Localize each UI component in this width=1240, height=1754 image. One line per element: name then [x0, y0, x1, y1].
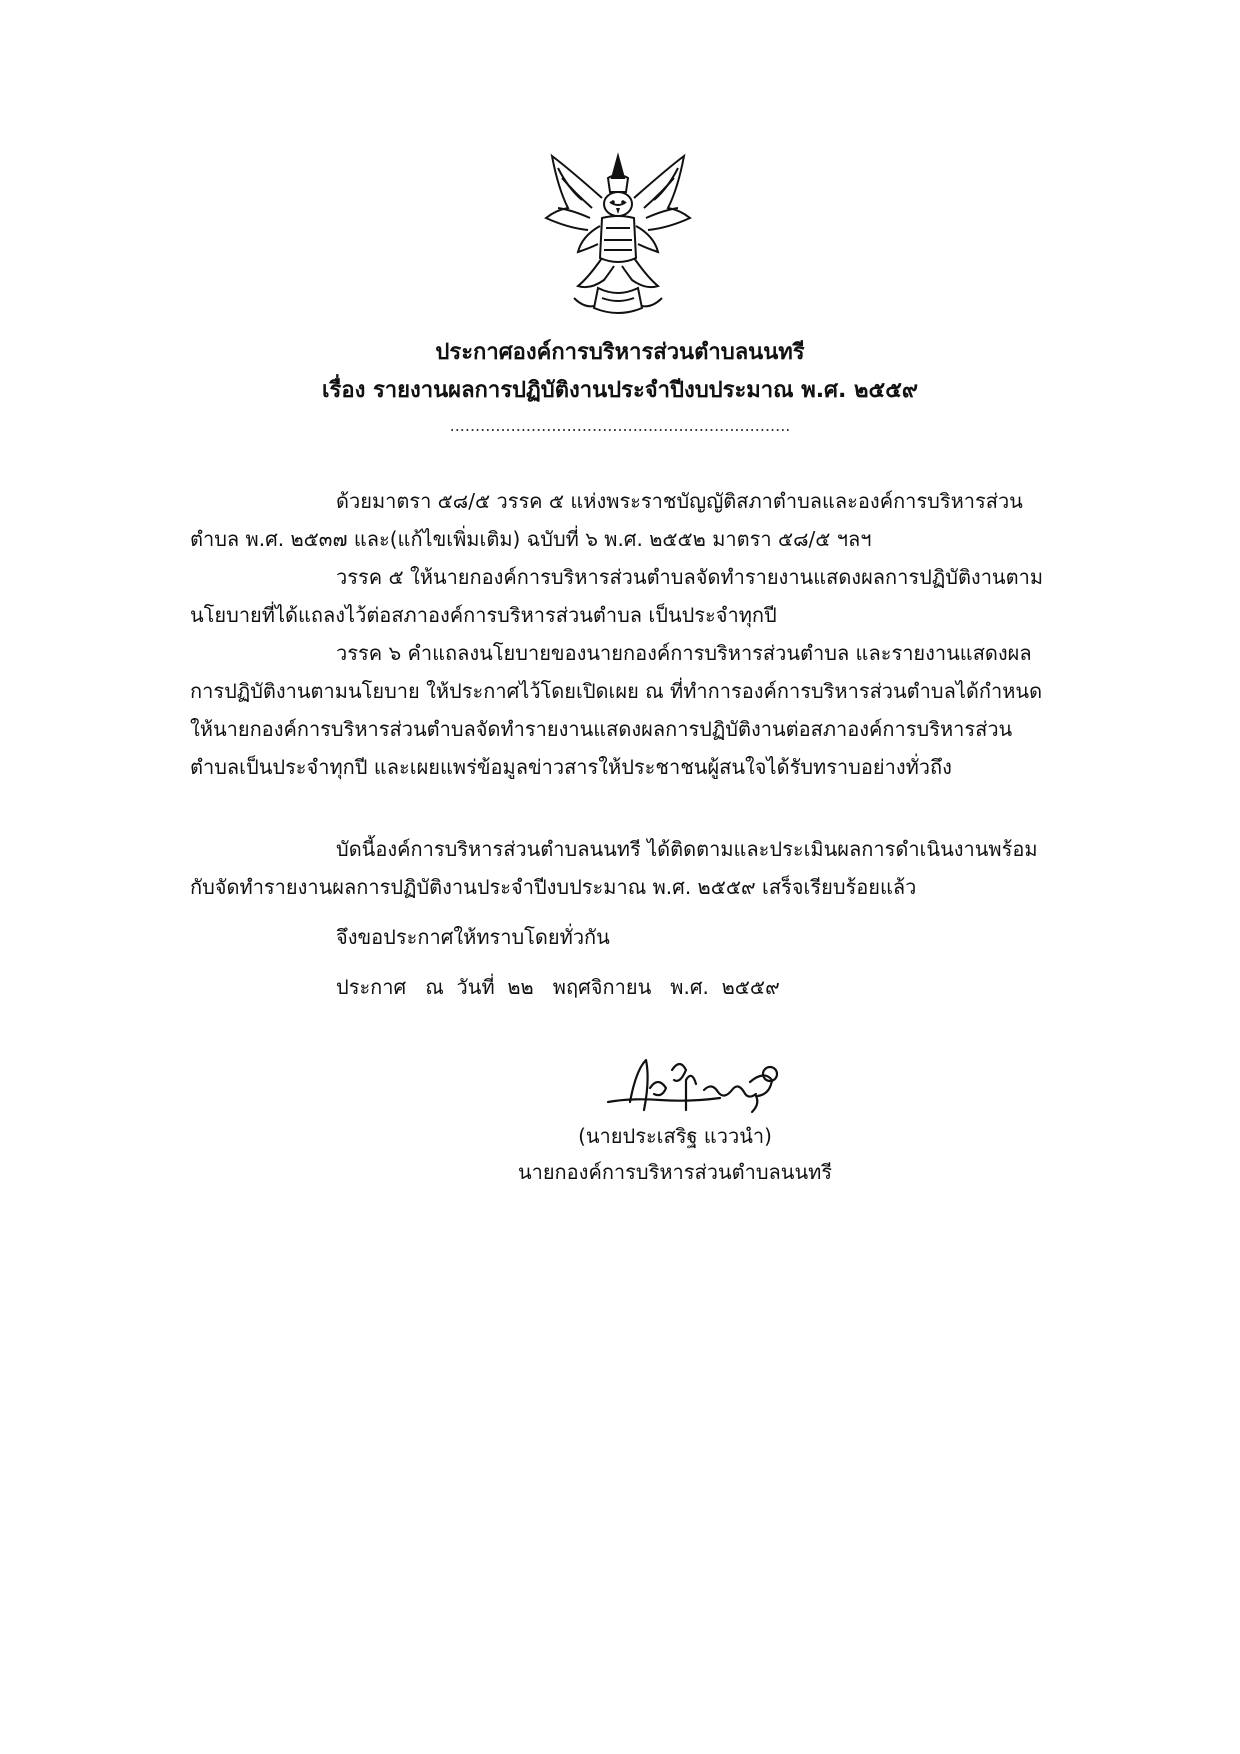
handwritten-signature — [600, 1040, 800, 1130]
signer-position: นายกองค์การบริหารส่วนตำบลนนทรี — [517, 1160, 833, 1184]
signer-name: (นายประเสริฐ แววนำ) — [578, 1124, 772, 1148]
announcement-subject: เรื่อง รายงานผลการปฏิบัติงานประจำปีงบประมาณ พ.ศ. ๒๕๕๙ — [322, 378, 918, 403]
announcement-date: ประกาศ ณ วันที่ ๒๒ พฤศจิกายน พ.ศ. ๒๕๕๙ — [336, 975, 780, 999]
garuda-emblem-icon — [538, 148, 698, 320]
body-paragraph-2: วรรค ๕ ให้นายกองค์การบริหารส่วนตำบลจัดทำรายงานแสดงผลการปฏิบัติงานตามนโยบายที่ได้แถลงไว้ต่อสภาองค์การบริหารส่วนตำบล เป็นประจำทุกปี — [190, 565, 1044, 627]
closing-statement: จึงขอประกาศให้ทราบโดยทั่วกัน — [336, 925, 610, 949]
body-paragraph-3: วรรค ๖ คำแถลงนโยบายของนายกองค์การบริหารส่วนตำบล และรายงานแสดงผลการปฏิบัติงานตามนโยบาย ให้ประกาศไว้โดยเปิดเผย ณ ที่ทำการองค์การบริหารส่วนตำบลได้กำหนดให้นายกองค์การบริหารส่วนตำบลจัดทำรายงานแสดงผลการปฏิบัติงานต่อสภาองค์การบริหารส่วนตำบลเป็นประจำทุกปี และเผยแพร่ข้อมูลข่าวสารให้ประชาชนผู้สนใจได้รับทราบอย่างทั่วถึง — [190, 641, 1043, 779]
body-paragraph-1: ด้วยมาตรา ๕๘/๕ วรรค ๕ แห่งพระราชบัญญัติสภาตำบลและองค์การบริหารส่วนตำบล พ.ศ. ๒๕๓๗ และ(แก้ไขเพิ่มเติม) ฉบับที่ ๖ พ.ศ. ๒๕๕๒ มาตรา ๕๘/๕ ฯลฯ — [190, 489, 1023, 551]
announcement-title: ประกาศองค์การบริหารส่วนตำบลนนทรี — [435, 340, 805, 365]
title-separator: ................................................................... — [449, 416, 791, 435]
body-paragraph-4: บัดนี้องค์การบริหารส่วนตำบลนนทรี ได้ติดตามและประเมินผลการดำเนินงานพร้อมกับจัดทำรายงานผลการปฏิบัติงานประจำปีงบประมาณ พ.ศ. ๒๕๕๙ เสร็จเรียบร้อยแล้ว — [190, 837, 1038, 899]
